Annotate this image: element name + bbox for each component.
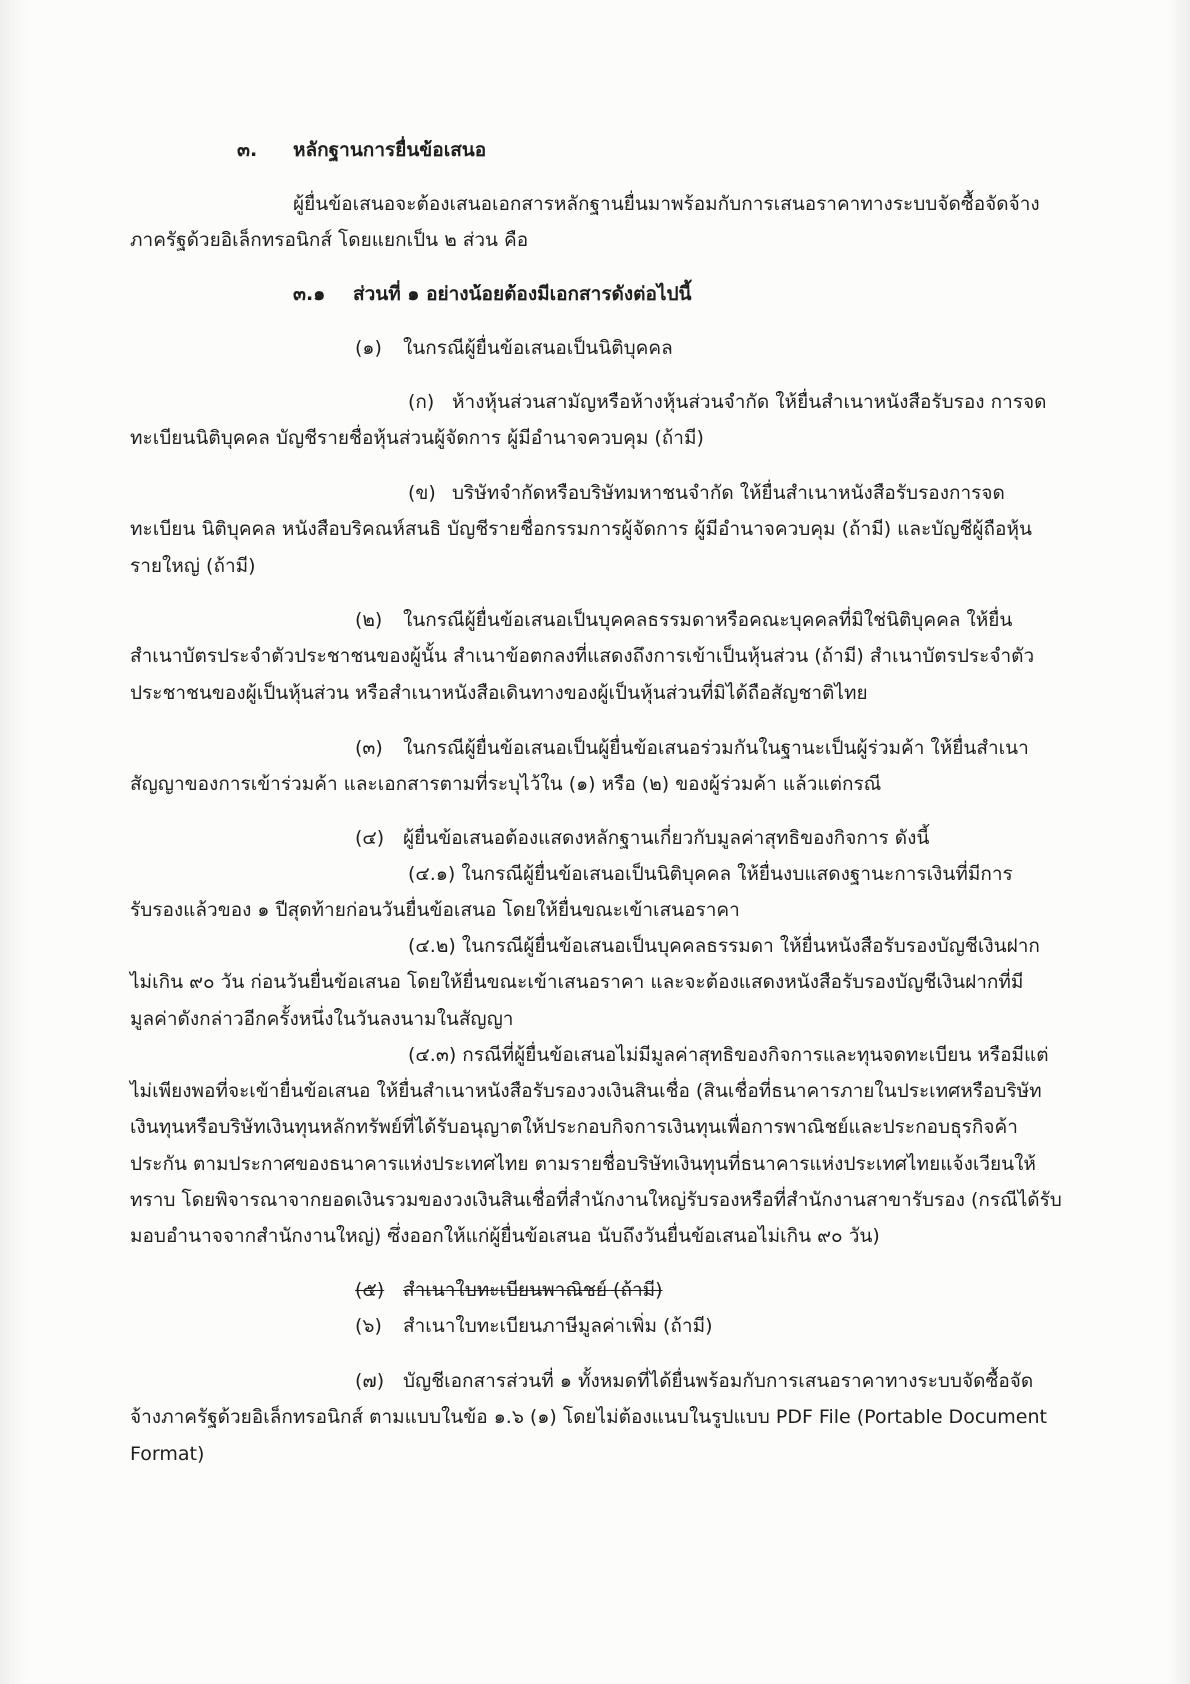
- item-1-number: (๑): [355, 337, 382, 359]
- item-7-number: (๗): [355, 1370, 385, 1392]
- sub-b-line-1: บริษัทจำกัดหรือบริษัทมหาชนจำกัด ให้ยื่นสำเนาหนังสือรับรองการจด: [452, 482, 1005, 504]
- item-3-line-1: ในกรณีผู้ยื่นข้อเสนอเป็นผู้ยื่นข้อเสนอร่วมกันในฐานะเป็นผู้ร่วมค้า ให้ยื่นสำเนา: [403, 737, 1029, 759]
- item-2-line-3: ประชาชนของผู้เป็นหุ้นส่วน หรือสำเนาหนังสือเดินทางของผู้เป็นหุ้นส่วนที่มิได้ถือสัญชาติไทย: [130, 682, 868, 704]
- item-7-line-1: บัญชีเอกสารส่วนที่ ๑ ทั้งหมดที่ได้ยื่นพร้อมกับการเสนอราคาทางระบบจัดซื้อจัด: [403, 1370, 1034, 1392]
- sub-a-line-2: ทะเบียนนิติบุคคล บัญชีรายชื่อหุ้นส่วนผู้จัดการ ผู้มีอำนาจควบคุม (ถ้ามี): [130, 427, 704, 449]
- item-4-2-line-2: ไม่เกิน ๙๐ วัน ก่อนวันยื่นข้อเสนอ โดยให้ยื่นขณะเข้าเสนอราคา และจะต้องแสดงหนังสือรับรองบัญชีเงินฝากที่มี: [130, 971, 1024, 993]
- item-4-text: ผู้ยื่นข้อเสนอต้องแสดงหลักฐานเกี่ยวกับมูลค่าสุทธิของกิจการ ดังนี้: [403, 827, 930, 849]
- scan-edge-left: [0, 0, 26, 1684]
- item-4-number: (๔): [355, 827, 385, 849]
- item-2-line-1: ในกรณีผู้ยื่นข้อเสนอเป็นบุคคลธรรมดาหรือคณะบุคคลที่มิใช่นิติบุคคล ให้ยื่น: [403, 609, 1013, 631]
- item-2-line-2: สำเนาบัตรประจำตัวประชาชนของผู้นั้น สำเนาข้อตกลงที่แสดงถึงการเข้าเป็นหุ้นส่วน (ถ้ามี) สำเนาบัตรประจำตัว: [130, 645, 1035, 667]
- item-1-text: ในกรณีผู้ยื่นข้อเสนอเป็นนิติบุคคล: [403, 337, 673, 359]
- item-6-text: สำเนาใบทะเบียนภาษีมูลค่าเพิ่ม (ถ้ามี): [403, 1315, 713, 1337]
- section-number: ๓.: [237, 139, 258, 161]
- item-4-3-line-6: มอบอำนาจจากสำนักงานใหญ่) ซึ่งออกให้แก่ผู้ยื่นข้อเสนอ นับถึงวันยื่นข้อเสนอไม่เกิน ๙๐ วัน): [130, 1225, 880, 1247]
- item-6-number: (๖): [355, 1315, 382, 1337]
- item-4-2-line-3: มูลค่าดังกล่าวอีกครั้งหนึ่งในวันลงนามในสัญญา: [130, 1008, 514, 1030]
- sub-a-line-1: ห้างหุ้นส่วนสามัญหรือห้างหุ้นส่วนจำกัด ให้ยื่นสำเนาหนังสือรับรอง การจด: [452, 391, 1047, 413]
- item-3-number: (๓): [355, 737, 383, 759]
- item-4-3-line-2: ไม่เพียงพอที่จะเข้ายื่นข้อเสนอ ให้ยื่นสำเนาหนังสือรับรองวงเงินสินเชื่อ (สินเชื่อที่ธนาคารภายในประเทศหรือบริษัท: [130, 1080, 1042, 1102]
- item-4-3-line-4: ประกัน ตามประกาศของธนาคารแห่งประเทศไทย ตามรายชื่อบริษัทเงินทุนที่ธนาคารแห่งประเทศไทยแจ้งเวียนให้: [130, 1153, 1036, 1175]
- item-4-2-line-1: (๔.๒) ในกรณีผู้ยื่นข้อเสนอเป็นบุคคลธรรมดา ให้ยื่นหนังสือรับรองบัญชีเงินฝาก: [408, 935, 1040, 957]
- intro-line-2: ภาครัฐด้วยอิเล็กทรอนิกส์ โดยแยกเป็น ๒ ส่วน คือ: [130, 229, 529, 251]
- part-number: ๓.๑: [293, 283, 326, 305]
- section-heading: หลักฐานการยื่นข้อเสนอ: [293, 139, 487, 161]
- item-4-1-line-1: (๔.๑) ในกรณีผู้ยื่นข้อเสนอเป็นนิติบุคคล ให้ยื่นงบแสดงฐานะการเงินที่มีการ: [408, 863, 1013, 885]
- sub-b-number: (ข): [408, 482, 436, 504]
- sub-b-line-3: รายใหญ่ (ถ้ามี): [130, 555, 256, 577]
- sub-a-number: (ก): [408, 391, 435, 413]
- item-2-number: (๒): [355, 609, 383, 631]
- item-5-text: สำเนาใบทะเบียนพาณิชย์ (ถ้ามี): [403, 1279, 663, 1301]
- item-7-line-3: Format): [130, 1443, 205, 1465]
- intro-line-1: ผู้ยื่นข้อเสนอจะต้องเสนอเอกสารหลักฐานยื่นมาพร้อมกับการเสนอราคาทางระบบจัดซื้อจัดจ้าง: [293, 193, 1040, 215]
- item-4-3-line-5: ทราบ โดยพิจารณาจากยอดเงินรวมของวงเงินสินเชื่อที่สำนักงานใหญ่รับรองหรือที่สำนักงานสาขารับรอง (กรณีได้รับ: [130, 1189, 1062, 1211]
- item-4-1-line-2: รับรองแล้วของ ๑ ปีสุดท้ายก่อนวันยื่นข้อเสนอ โดยให้ยื่นขณะเข้าเสนอราคา: [130, 899, 740, 921]
- item-7-line-2: จ้างภาครัฐด้วยอิเล็กทรอนิกส์ ตามแบบในข้อ ๑.๖ (๑) โดยไม่ต้องแนบในรูปแบบ PDF File (Portable Document: [130, 1406, 1047, 1428]
- item-5-number: (๕): [355, 1279, 385, 1301]
- item-4-3-line-3: เงินทุนหรือบริษัทเงินทุนหลักทรัพย์ที่ได้รับอนุญาตให้ประกอบกิจการเงินทุนเพื่อการพาณิชย์และประกอบธุรกิจค้า: [130, 1116, 1018, 1138]
- item-3-line-2: สัญญาของการเข้าร่วมค้า และเอกสารตามที่ระบุไว้ใน (๑) หรือ (๒) ของผู้ร่วมค้า แล้วแต่กรณี: [130, 773, 882, 795]
- sub-b-line-2: ทะเบียน นิติบุคคล หนังสือบริคณห์สนธิ บัญชีรายชื่อกรรมการผู้จัดการ ผู้มีอำนาจควบคุม (ถ้ามี) และบัญชีผู้ถือหุ้น: [130, 518, 1032, 540]
- part-heading: ส่วนที่ ๑ อย่างน้อยต้องมีเอกสารดังต่อไปนี้: [353, 283, 692, 305]
- scan-edge-right: [1168, 0, 1190, 1684]
- item-4-3-line-1: (๔.๓) กรณีที่ผู้ยื่นข้อเสนอไม่มีมูลค่าสุทธิของกิจการและทุนจดทะเบียน หรือมีแต่: [408, 1044, 1049, 1066]
